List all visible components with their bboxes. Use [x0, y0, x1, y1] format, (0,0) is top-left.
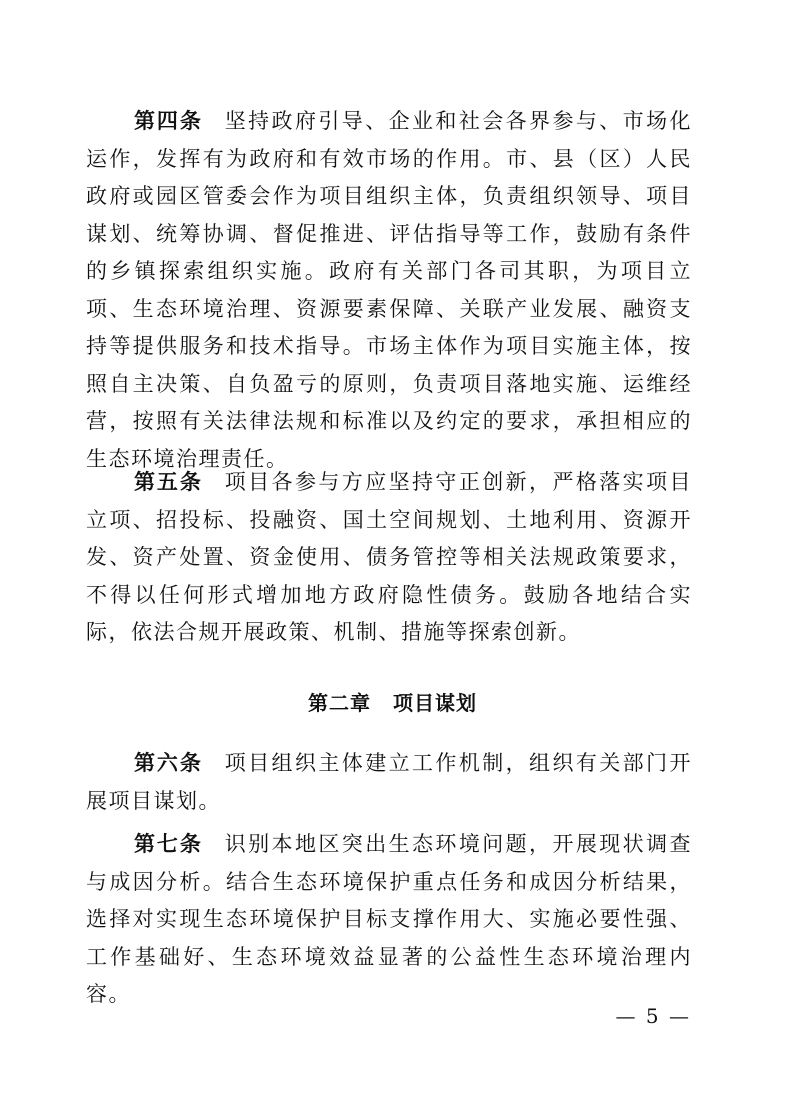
chapter-number: 第二章 — [308, 691, 371, 715]
article-6 — [86, 745, 692, 820]
chapter-heading — [0, 687, 785, 716]
page-number: — 5 — — [615, 1004, 691, 1028]
article-4-label: 第四条 — [134, 109, 203, 133]
article-5-label: 第五条 — [134, 470, 203, 494]
article-5-text: 项目各参与方应坚持守正创新，严格落实项目立项、招投标、投融资、国土空间规划、土地利用、资源开发、资产处置、资金使用、债务管控等相关法规政策要求，不得以任何形式增加地方政府隐性债务。鼓励各地结合实际，依法合规开展政策、机制、措施等探索创新。 — [86, 470, 693, 644]
article-7-label: 第七条 — [134, 832, 203, 856]
chapter-title: 项目谋划 — [393, 691, 477, 715]
article-5 — [86, 464, 692, 652]
article-4-text: 坚持政府引导、企业和社会各界参与、市场化运作，发挥有为政府和有效市场的作用。市、县（区）人民政府或园区管委会作为项目组织主体，负责组织领导、项目谋划、统筹协调、督促推进、评估指导等工作，鼓励有条件的乡镇探索组织实施。政府有关部门各司其职，为项目立项、生态环境治理、资源要素保障、关联产业发展、融资支持等提供服务和技术指导。市场主体作为项目实施主体，按照自主决策、自负盈亏的原则，负责项目落地实施、运维经营，按照有关法律法规和标准以及约定的要求，承担相应的生态环境治理责任。 — [86, 109, 693, 471]
article-7-text: 识别本地区突出生态环境问题，开展现状调查与成因分析。结合生态环境保护重点任务和成因分析结果，选择对实现生态环境保护目标支撑作用大、实施必要性强、工作基础好、生态环境效益显著的公益性生态环境治理内容。 — [86, 832, 693, 1006]
article-7 — [86, 826, 692, 1014]
article-6-label: 第六条 — [134, 751, 203, 775]
article-4 — [86, 103, 692, 478]
article-6-text: 项目组织主体建立工作机制，组织有关部门开展项目谋划。 — [86, 751, 693, 813]
